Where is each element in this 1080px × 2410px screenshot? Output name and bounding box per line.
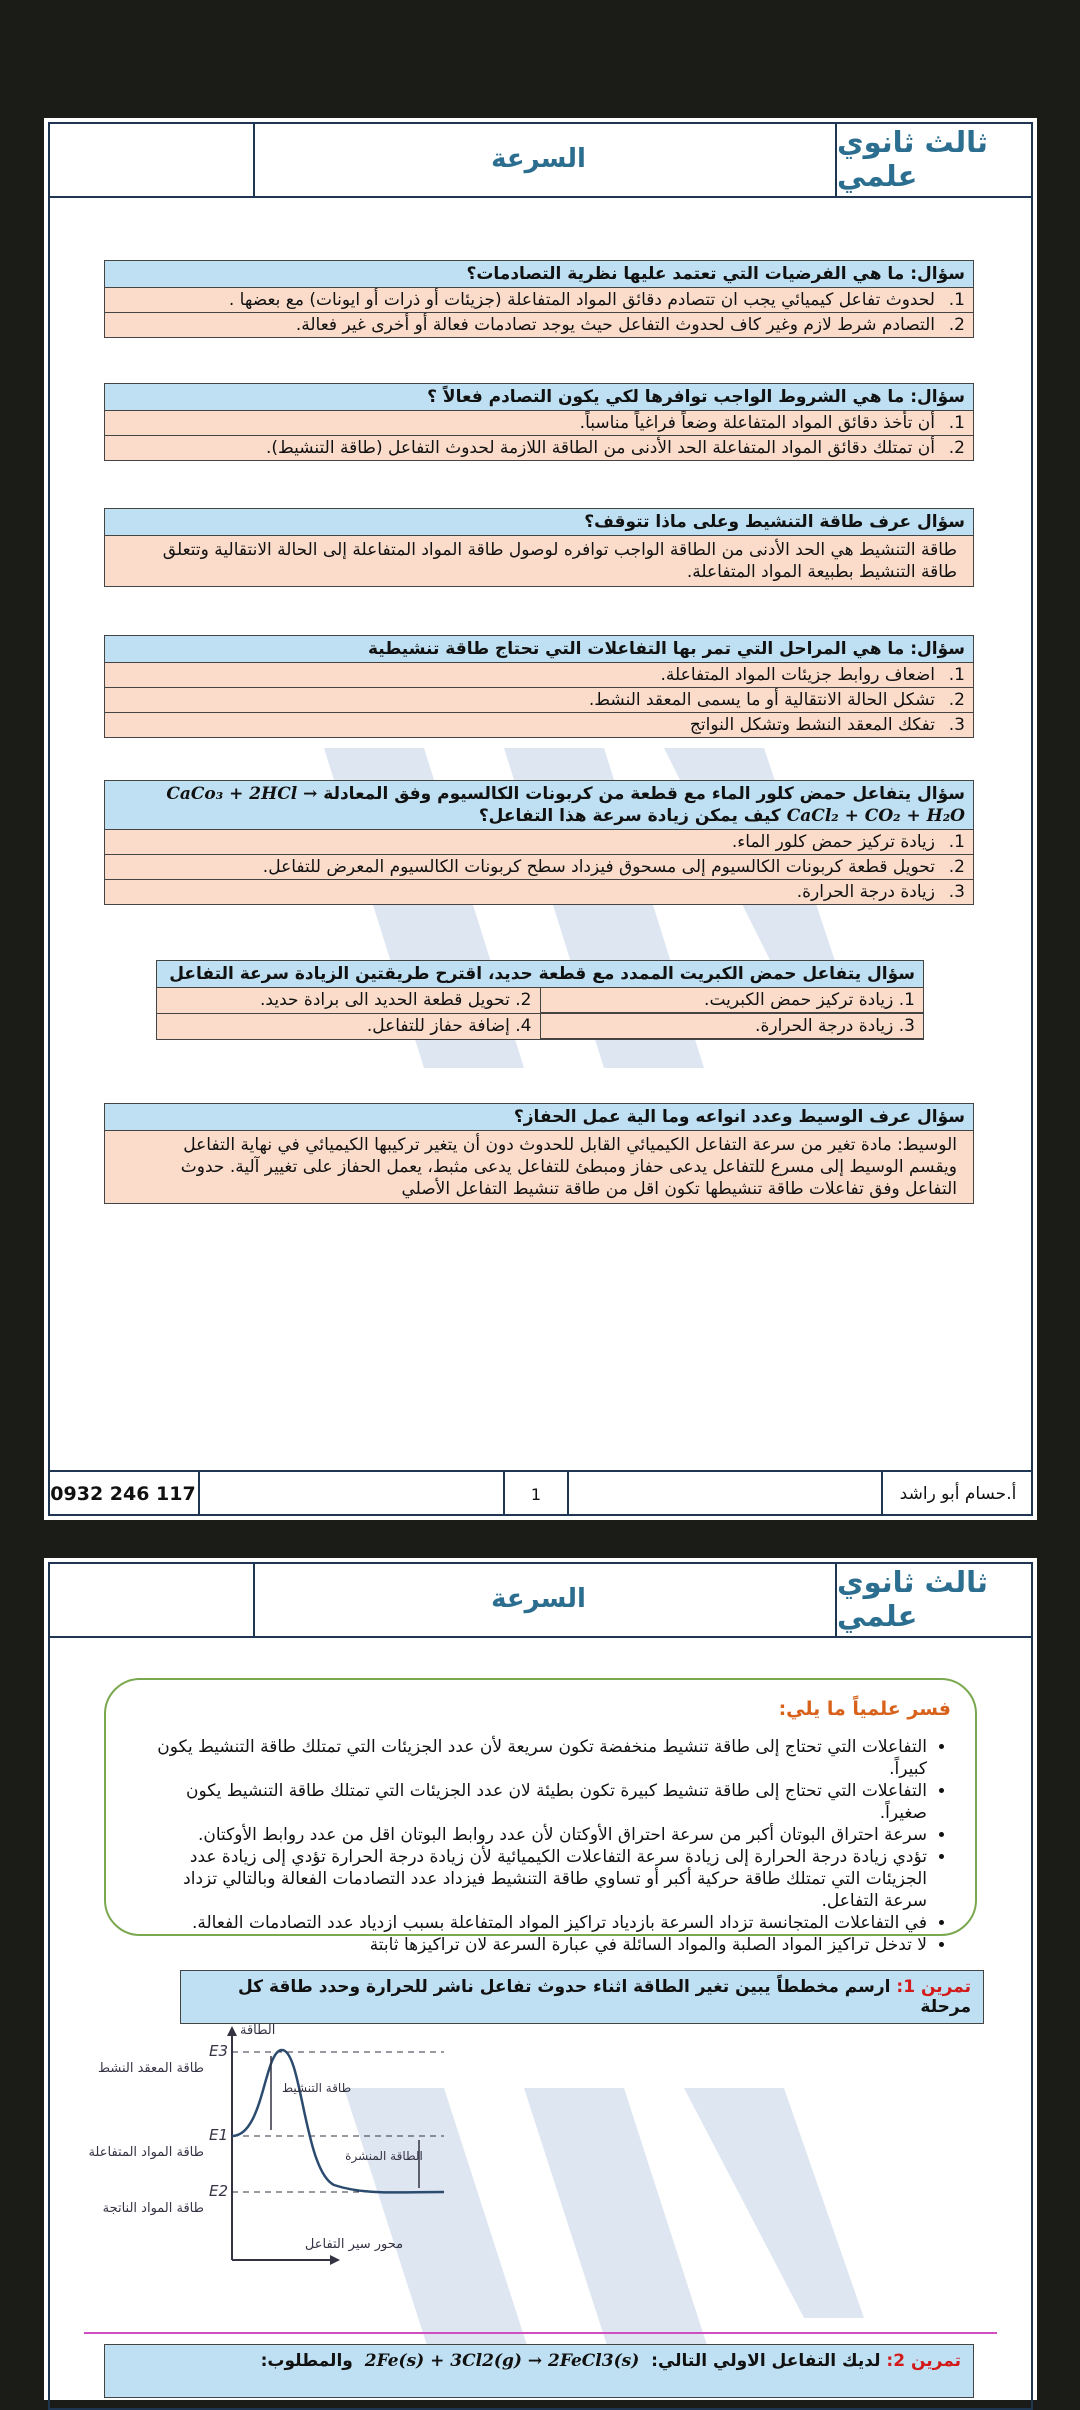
page-header — [48, 1562, 1033, 1638]
equation: 2Fe(s) + 3Cl2(g) → 2FeCl3(s) — [364, 2351, 640, 2371]
exercise-label: تمرين 2: — [886, 2351, 961, 2371]
e2-symbol: E2 — [209, 2182, 229, 2200]
exercise-text: لديك التفاعل الاولي التالي: — [651, 2351, 881, 2371]
answer-item: 1.اضعاف روابط جزيئات المواد المتفاعلة. — [105, 663, 973, 688]
page-header — [48, 122, 1033, 198]
e3-symbol: E3 — [209, 2042, 229, 2060]
question-text: سؤال عرف الوسيط وعدد انواعه وما الية عمل الحفاز؟ — [105, 1104, 973, 1131]
question-text: سؤال عرف طاقة التنشيط وعلى ماذا تتوقف؟ — [105, 509, 973, 536]
phone-number: 0932 246 117 — [48, 1472, 200, 1516]
answer-item: 4. إضافة حفاز للتفاعل. — [157, 1014, 540, 1039]
answer-item: 1.أن تأخذ دقائق المواد المتفاعلة وضعاً فراغياً مناسباً. — [105, 411, 973, 436]
answer-item: 2.التصادم شرط لازم وغير كاف لحدوث التفاعل حيث يوجد تصادمات فعالة أو أخرى غير فعالة. — [105, 313, 973, 337]
e1-symbol: E1 — [209, 2126, 229, 2144]
author-name: أ.حسام أبو راشد — [881, 1472, 1033, 1516]
header-subject: السرعة — [491, 1584, 586, 1614]
explain-item: • في التفاعلات المتجانسة تزداد السرعة بازدياد تراكيز المواد المتفاعلة بسبب ازدياد عدد التصادمات الفعالة. — [136, 1912, 927, 1934]
header-blank-cell — [48, 1562, 255, 1636]
answer-text: طاقة التنشيط هي الحد الأدنى من الطاقة الواجب توافره لوصول طاقة المواد المتفاعلة إلى الحالة الانتقالية وتتعلق طاقة التنشيط بطبيعة المواد المتفاعلة. — [105, 536, 973, 586]
question-catalyst — [104, 1103, 974, 1204]
exercise-1 — [180, 1970, 984, 2024]
question-sulfuric-iron — [156, 960, 924, 1040]
header-subject: السرعة — [491, 144, 586, 174]
explain-list — [136, 1736, 945, 1956]
question-text: سؤال: ما هي الشروط الواجب توافرها لكي يكون التصادم فعالاً ؟ — [105, 384, 973, 411]
page-footer — [48, 1470, 1033, 1516]
question-text: سؤال: ما هي المراحل التي تمر بها التفاعلات التي تحتاج طاقة تنشيطية — [105, 636, 973, 663]
exercise-label: تمرين 1: — [896, 1977, 971, 1997]
energy-diagram — [64, 2020, 464, 2280]
header-blank-cell — [48, 122, 255, 196]
answer-item: 1.لحدوث تفاعل كيميائي يجب ان تتصادم دقائق المواد المتفاعلة (جزيئات أو ذرات أو ايونات) مع بعضها . — [105, 288, 973, 313]
explain-scientifically-box — [104, 1678, 977, 1955]
question-text: سؤال يتفاعل حمض كلور الماء مع قطعة من كربونات الكالسيوم وفق المعادلة CaCo₃ + 2HCl → CaCl₂ + CO₂ + H₂O كيف يمكن زيادة سرعة هذا التفاعل؟ — [105, 781, 973, 830]
document-page-2 — [44, 1558, 1037, 2400]
activation-energy-label: طاقة التنشيط — [282, 2081, 352, 2095]
x-axis-label: محور سير التفاعل — [304, 2237, 404, 2252]
explain-item: • سرعة احتراق البوتان أكبر من سرعة احتراق الأوكتان لأن عدد روابط البوتان اقل من عدد روابط الأوكتان. — [136, 1824, 927, 1846]
answer-item: 3.زيادة درجة الحرارة. — [105, 880, 973, 904]
explain-item: • التفاعلات التي تحتاج إلى طاقة تنشيط كبيرة تكون بطيئة لان عدد الجزيئات التي تمتلك طاقة التنشيط يكون صغيراً. — [136, 1780, 927, 1824]
question-collision-theory — [104, 260, 974, 338]
answer-item: 3. زيادة درجة الحرارة. — [540, 1014, 924, 1039]
page-number: 1 — [503, 1472, 569, 1516]
answer-item: 2.تحويل قطعة كربونات الكالسيوم إلى مسحوق فيزداد سطح كربونات الكالسيوم المعرض للتفاعل. — [105, 855, 973, 880]
magenta-rule — [84, 2332, 997, 2334]
exercise-text: ارسم مخططاً يبين تغير الطاقة اثناء حدوث تفاعل ناشر للحرارة وحدد طاقة كل مرحلة — [237, 1977, 971, 2017]
explain-item: • تؤدي زيادة درجة الحرارة إلى زيادة سرعة التفاعلات الكيميائية لأن زيادة درجة الحرارة تؤدي إلى زيادة عدد الجزيئات التي تمتلك طاقة حركية أكبر أو تساوي طاقة التنشيط فيزداد عدد التصادمات الفعالة وبالتالي تزداد سرعة التفاعل. — [136, 1846, 927, 1912]
exercise-2 — [104, 2344, 974, 2398]
question-text: سؤال يتفاعل حمض الكبريت الممدد مع قطعة حديد، اقترح طريقتين الزيادة سرعة التفاعل — [157, 961, 923, 988]
answer-item: 3.تفكك المعقد النشط وتشكل النواتج — [105, 713, 973, 737]
e2-label: طاقة المواد الناتجة — [102, 2201, 204, 2216]
e1-label: طاقة المواد المتفاعلة — [88, 2145, 204, 2160]
document-page-1 — [44, 118, 1037, 1520]
question-effective-collision — [104, 383, 974, 461]
question-calcium-carbonate — [104, 780, 974, 905]
answer-item: 2.أن تمتلك دقائق المواد المتفاعلة الحد الأدنى من الطاقة اللازمة لحدوث التفاعل (طاقة التنشيط). — [105, 436, 973, 460]
question-activation-energy — [104, 508, 974, 587]
explain-item: • التفاعلات التي تحتاج إلى طاقة تنشيط منخفضة تكون سريعة لأن عدد الجزيئات التي تمتلك طاقة التنشيط يكون كبيراً. — [136, 1736, 927, 1780]
explain-title: فسر علمياً ما يلي: — [778, 1698, 951, 1720]
question-text: سؤال: ما هي الفرضيات التي تعتمد عليها نظرية التصادمات؟ — [105, 261, 973, 288]
exercise-tail: والمطلوب: — [260, 2351, 353, 2371]
header-grade: ثالث ثانوي علمي — [835, 122, 1033, 196]
question-reaction-stages — [104, 635, 974, 738]
released-energy-label: الطاقة المنشرة — [345, 2149, 423, 2163]
equation: CaCo₃ + 2HCl → CaCl₂ + CO₂ + H₂O — [166, 784, 965, 826]
answer-item: 1.زيادة تركيز حمض كلور الماء. — [105, 830, 973, 855]
e3-label: طاقة المعقد النشط — [98, 2061, 204, 2076]
explain-item: • لا تدخل تراكيز المواد الصلبة والمواد السائلة في عبارة السرعة لان تراكيزها ثابتة — [136, 1934, 927, 1956]
answer-item: 2. تحويل قطعة الحديد الى برادة حديد. — [157, 988, 540, 1013]
answer-item: 2.تشكل الحالة الانتقالية أو ما يسمى المعقد النشط. — [105, 688, 973, 713]
answer-text: الوسيط: مادة تغير من سرعة التفاعل الكيميائي القابل للحدوث دون أن يتغير تركيبها الكيميائي في نهاية التفاعل ويقسم الوسيط إلى مسرع للتفاعل يدعى حفاز ومبطئ للتفاعل يدعى مثبط، يعمل الحفاز على تغيير آلية. حدوث التفاعل وفق تفاعلات طاقة تنشيطها تكون اقل من طاقة تنشيط التفاعل الأصلي — [105, 1131, 973, 1203]
answer-item: 1. زيادة تركيز حمض الكبريت. — [540, 988, 924, 1013]
header-grade: ثالث ثانوي علمي — [835, 1562, 1033, 1636]
y-axis-label: الطاقة — [240, 2023, 276, 2038]
